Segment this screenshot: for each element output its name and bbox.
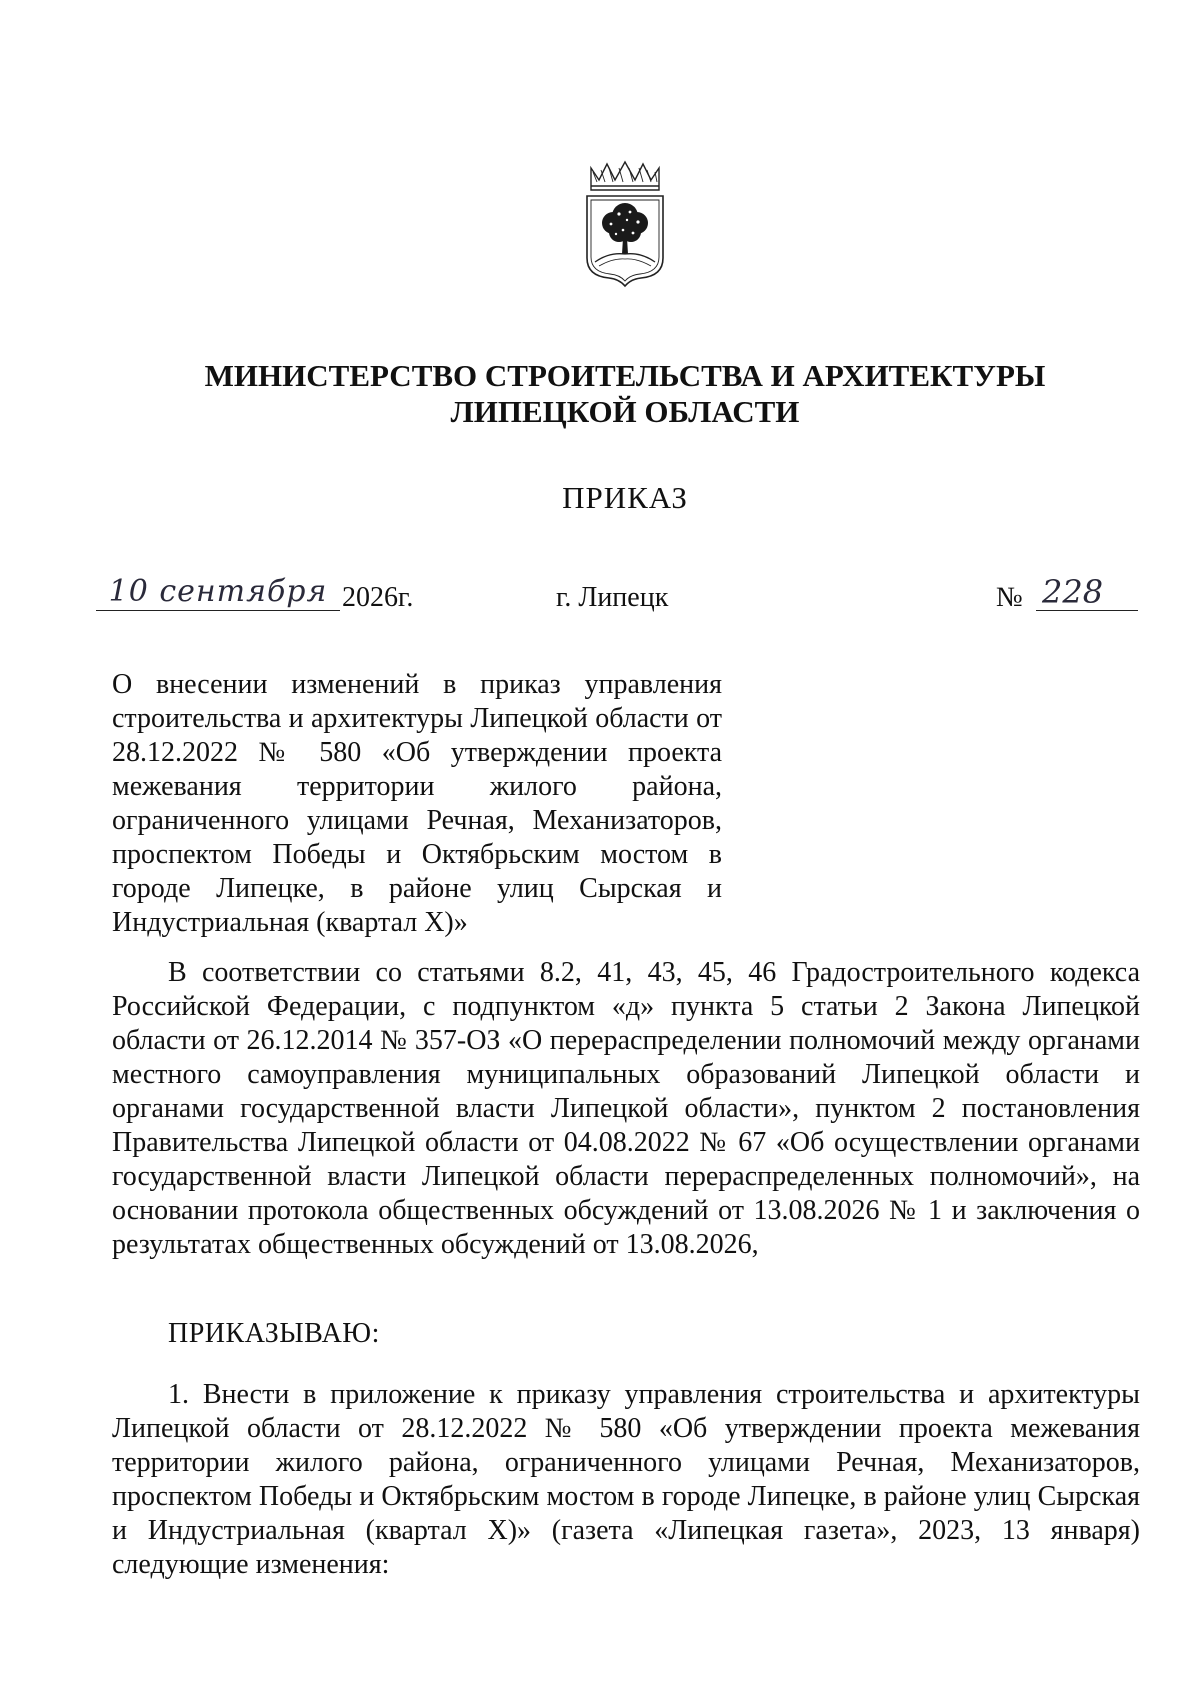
order-subject: О внесении изменений в приказ управления строительства и архитектуры Липецкой области от 28.12.2022 № 580 «Об утверждении проекта межевания территории жилого района, ограниченного улицами Речная, Механизаторов, проспектом Победы и Октябрьским мостом в городе Липецке, в районе улиц Сырская и Индустриальная (квартал X)» [112, 669, 722, 938]
ministry-name-line2: ЛИПЕЦКОЙ ОБЛАСТИ [450, 394, 800, 429]
ministry-name [0, 358, 1200, 430]
handwritten-order-number: 228 [1036, 574, 1138, 611]
ministry-name-line1: МИНИСТЕРСТВО СТРОИТЕЛЬСТВА И АРХИТЕКТУРЫ [204, 358, 1046, 393]
order-directive-word: ПРИКАЗЫВАЮ: [168, 1318, 380, 1349]
city-label: г. Липецк [556, 582, 669, 613]
order-item-1: 1. Внести в приложение к приказу управления строительства и архитектуры Липецкой области от 28.12.2022 № 580 «Об утверждении проекта межевания территории жилого района, ограниченного улицами Речная, Механизаторов, проспектом Победы и Октябрьским мостом в городе Липецке, в районе улиц Сырская и Индустриальная (квартал X)» (газета «Липецкая газета», 2023, 13 января) следующие изменения: [112, 1379, 1140, 1580]
date-year: 2026г. [342, 582, 414, 613]
document-type-title: ПРИКАЗ [562, 480, 688, 515]
number-sign: № [996, 582, 1023, 613]
preamble-paragraph: В соответствии со статьями 8.2, 41, 43, 45, 46 Градостроительного кодекса Российской Федерации, с подпунктом «д» пункта 5 статьи 2 Закона Липецкой области от 26.12.2014 № 357-ОЗ «О перераспределении полномочий между органами местного самоуправления муниципальных образований Липецкой области и органами государственной власти Липецкой области», пунктом 2 постановления Правительства Липецкой области от 04.08.2022 № 67 «Об осуществлении органами государственной власти Липецкой области перераспределенных полномочий», на основании протокола общественных обсуждений от 13.08.2026 № 1 и заключения о результатах общественных обсуждений от 13.08.2026, [112, 957, 1140, 1260]
handwritten-date: 10 сентября [96, 574, 340, 611]
lipetsk-coat-of-arms-icon [583, 160, 667, 288]
